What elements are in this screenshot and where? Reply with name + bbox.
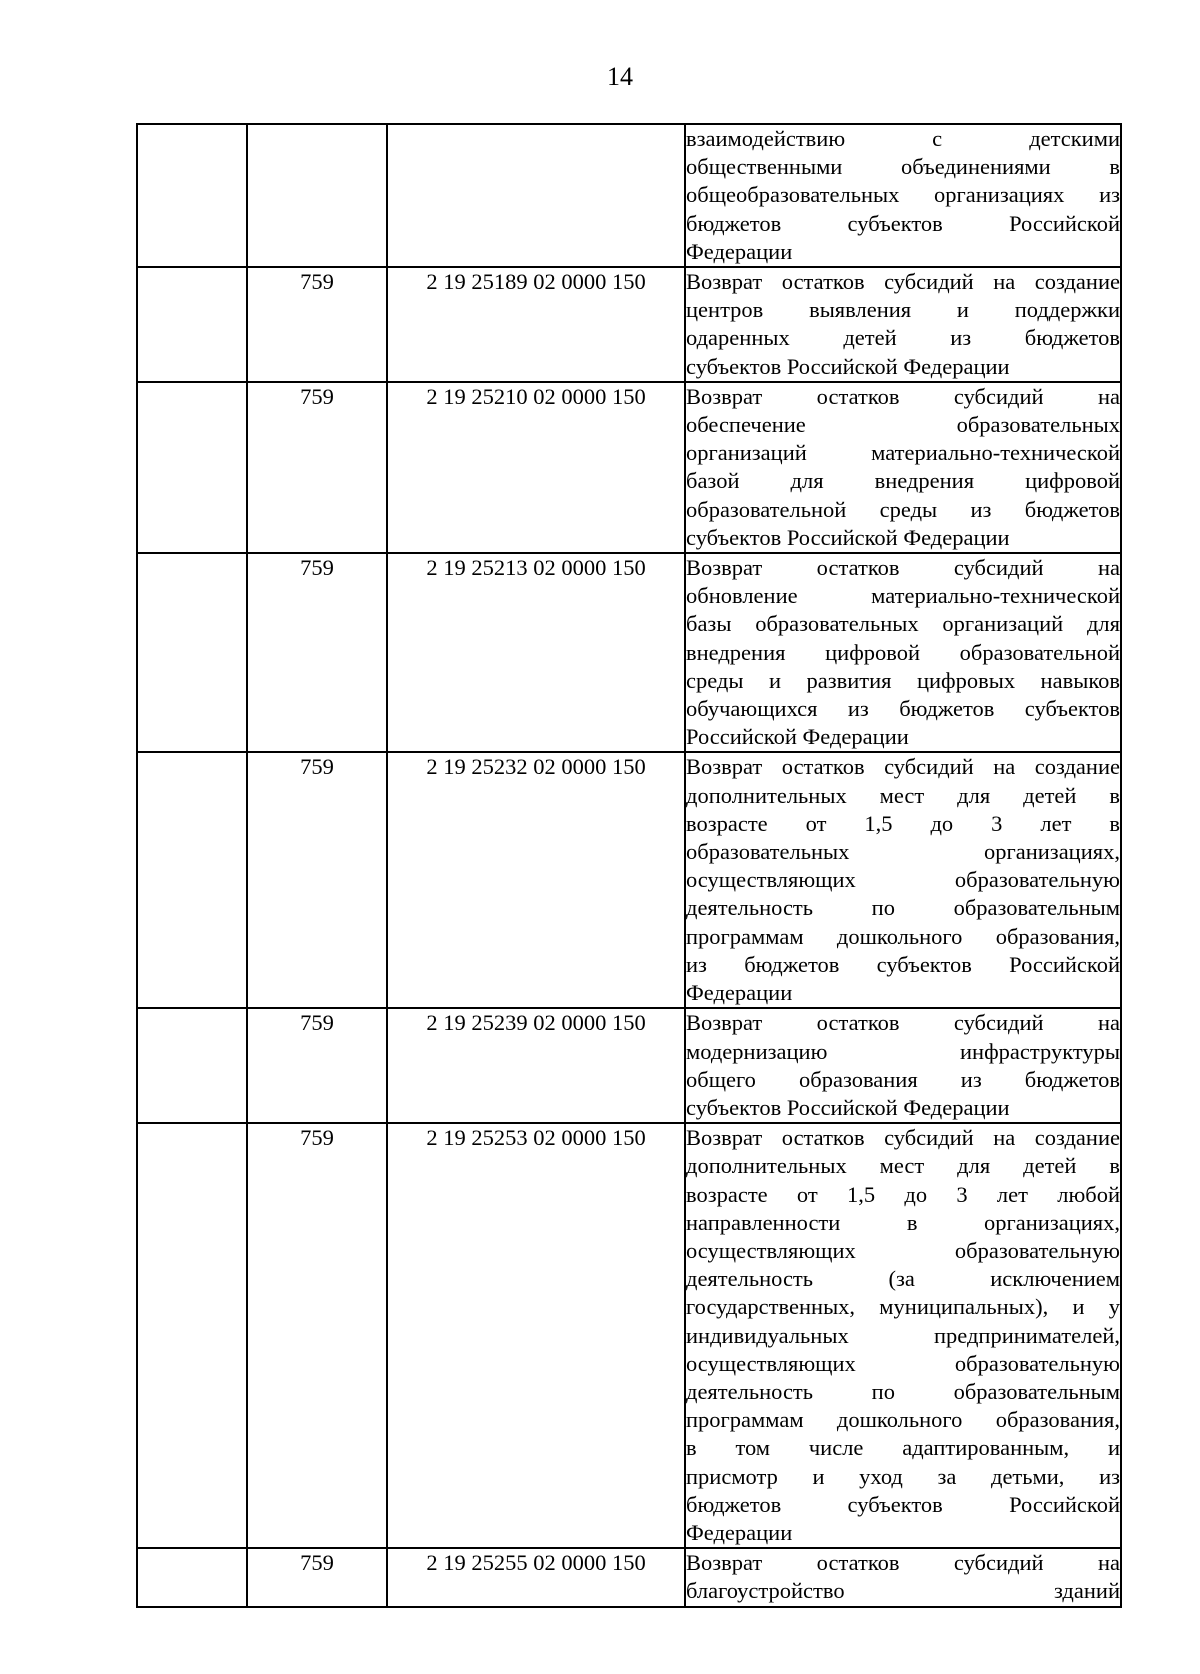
budget-code-cell: 2 19 25239 02 0000 150: [387, 1008, 685, 1123]
name-text-line: общего образования из бюджетов: [686, 1066, 1120, 1092]
name-text-line: центров выявления и поддержки: [686, 297, 1120, 323]
administrator-code-cell: 759: [247, 382, 387, 553]
empty-cell: [137, 1008, 247, 1123]
revenue-name-cell: [685, 124, 1121, 267]
name-text-line: присмотр и уход за детьми, из: [686, 1463, 1120, 1489]
name-text-line: деятельность (за исключением: [686, 1266, 1120, 1292]
name-text-line: осуществляющих образовательную: [686, 867, 1120, 893]
name-text-line: индивидуальных предпринимателей,: [686, 1322, 1120, 1348]
name-text-line: осуществляющих образовательную: [686, 1350, 1120, 1376]
administrator-code-cell: 759: [247, 553, 387, 752]
name-text-line: в том числе адаптированным, и: [686, 1435, 1120, 1461]
name-text-line: возрасте от 1,5 до 3 лет в: [686, 810, 1120, 836]
name-text-line: государственных, муниципальных), и у: [686, 1294, 1120, 1320]
name-text-line: субъектов Российской Федерации: [686, 1094, 1010, 1120]
name-text-line: среды и развития цифровых навыков: [686, 667, 1120, 693]
table-row: [137, 752, 1121, 1008]
name-text-line: одаренных детей из бюджетов: [686, 325, 1120, 351]
name-text-line: Федерации: [686, 238, 793, 264]
name-text-line: программам дошкольного образования,: [686, 1407, 1120, 1433]
name-text-line: базой для внедрения цифровой: [686, 468, 1120, 494]
revenue-name-cell: [685, 752, 1121, 1008]
name-text-line: организаций материально-технической: [686, 440, 1120, 466]
name-text-line: из бюджетов субъектов Российской: [686, 951, 1120, 977]
budget-code-cell: 2 19 25253 02 0000 150: [387, 1123, 685, 1548]
empty-cell: [137, 1123, 247, 1548]
name-text-line: деятельность по образовательным: [686, 1378, 1120, 1404]
name-text-line: направленности в организациях,: [686, 1209, 1120, 1235]
budget-code-cell: 2 19 25189 02 0000 150: [387, 267, 685, 382]
revenue-name-cell: [685, 1008, 1121, 1123]
name-text-line: бюджетов субъектов Российской: [686, 1491, 1120, 1517]
table-row: [137, 1123, 1121, 1548]
empty-cell: [137, 124, 247, 267]
administrator-code-cell: 759: [247, 1548, 387, 1606]
name-text-line: модернизацию инфраструктуры: [686, 1038, 1120, 1064]
empty-cell: [137, 382, 247, 553]
name-text-line: деятельность по образовательным: [686, 895, 1120, 921]
administrator-code-cell: 759: [247, 1008, 387, 1123]
budget-code-cell: 2 19 25210 02 0000 150: [387, 382, 685, 553]
name-text-line: программам дошкольного образования,: [686, 923, 1120, 949]
name-text-line: обеспечение образовательных: [686, 412, 1120, 438]
budget-code-cell: 2 19 25232 02 0000 150: [387, 752, 685, 1008]
name-text-line: Возврат остатков субсидий на создание: [686, 269, 1120, 295]
name-text-line: дополнительных мест для детей в: [686, 1153, 1120, 1179]
name-text-line: образовательных организациях,: [686, 839, 1120, 865]
budget-code-cell: 2 19 25213 02 0000 150: [387, 553, 685, 752]
name-text-line: базы образовательных организаций для: [686, 611, 1120, 637]
name-text-line: внедрения цифровой образовательной: [686, 639, 1120, 665]
table-row: [137, 1008, 1121, 1123]
name-text-line: Возврат остатков субсидий на: [686, 1010, 1120, 1036]
empty-cell: [137, 752, 247, 1008]
name-text-line: Возврат остатков субсидий на создание: [686, 754, 1120, 780]
table-row: [137, 1548, 1121, 1606]
name-text-line: общественными объединениями в: [686, 154, 1120, 180]
name-text-line: общеобразовательных организациях из: [686, 182, 1120, 208]
budget-code-cell: 2 19 25255 02 0000 150: [387, 1548, 685, 1606]
page-number: 14: [607, 62, 633, 91]
name-text-line: Федерации: [686, 1519, 793, 1545]
name-text-line: возрасте от 1,5 до 3 лет любой: [686, 1181, 1120, 1207]
name-text-line: субъектов Российской Федерации: [686, 524, 1010, 550]
name-text-line: Федерации: [686, 980, 793, 1006]
name-text-line: благоустройство зданий: [686, 1578, 1120, 1604]
budget-classification-table: [136, 123, 1122, 1608]
budget-code-cell: [387, 124, 685, 267]
administrator-code-cell: [247, 124, 387, 267]
revenue-name-cell: [685, 1548, 1121, 1606]
name-text-line: Возврат остатков субсидий на: [686, 383, 1120, 409]
empty-cell: [137, 1548, 247, 1606]
name-text-line: обновление материально-технической: [686, 583, 1120, 609]
table-row: [137, 124, 1121, 267]
name-text-line: дополнительных мест для детей в: [686, 782, 1120, 808]
table-row: [137, 267, 1121, 382]
revenue-name-cell: [685, 267, 1121, 382]
administrator-code-cell: 759: [247, 267, 387, 382]
name-text-line: Возврат остатков субсидий на: [686, 555, 1120, 581]
name-text-line: бюджетов субъектов Российской: [686, 210, 1120, 236]
empty-cell: [137, 553, 247, 752]
table-row: [137, 553, 1121, 752]
empty-cell: [137, 267, 247, 382]
name-text-line: взаимодействию с детскими: [686, 126, 1120, 151]
revenue-name-cell: [685, 382, 1121, 553]
name-text-line: субъектов Российской Федерации: [686, 353, 1010, 379]
administrator-code-cell: 759: [247, 752, 387, 1008]
table-body: [137, 124, 1121, 1607]
name-text-line: Российской Федерации: [686, 724, 909, 750]
revenue-name-cell: [685, 553, 1121, 752]
name-text-line: Возврат остатков субсидий на создание: [686, 1125, 1120, 1151]
table-row: [137, 382, 1121, 553]
name-text-line: осуществляющих образовательную: [686, 1237, 1120, 1263]
revenue-name-cell: [685, 1123, 1121, 1548]
name-text-line: Возврат остатков субсидий на: [686, 1550, 1120, 1576]
name-text-line: образовательной среды из бюджетов: [686, 496, 1120, 522]
administrator-code-cell: 759: [247, 1123, 387, 1548]
name-text-line: обучающихся из бюджетов субъектов: [686, 696, 1120, 722]
